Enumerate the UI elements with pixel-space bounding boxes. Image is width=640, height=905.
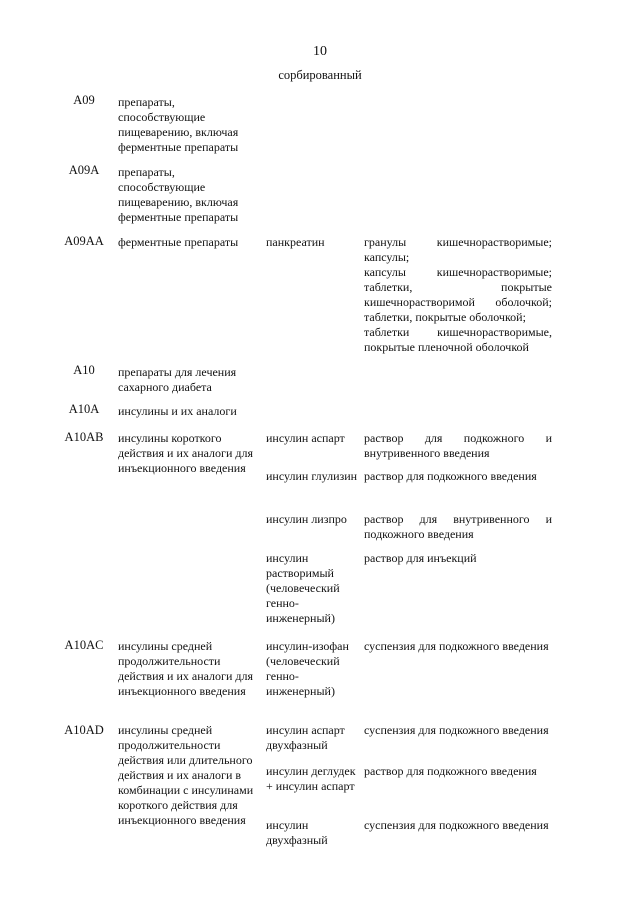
drug-name: инсулин лизпро: [266, 512, 347, 526]
dosage-form: суспензия для подкожного введения: [364, 723, 549, 737]
continuation-text: сорбированный: [278, 68, 362, 82]
drug-name: инсулин глулизин: [266, 469, 358, 483]
group-name: ферментные препараты: [118, 235, 239, 249]
form-line: таблетки, покрытые оболочкой;: [364, 310, 526, 324]
dosage-form: раствор для внутривенного и подкожного введения: [364, 512, 552, 541]
page-number: 10: [313, 44, 327, 59]
atc-code: A10AC: [64, 638, 104, 652]
dosage-form: раствор для подкожного и внутривенного введения: [364, 431, 552, 460]
group-name: инсулины средней продолжительности действия или длительного действия и их аналоги в комбинации с инсулинами короткого действия для инъекционного введения: [118, 723, 254, 827]
atc-code: A10AB: [64, 430, 104, 444]
drug-name: инсулин-изофан (человеческий генно-инженерный): [266, 639, 349, 698]
form-line-part: таблетки, покрытые: [364, 280, 552, 294]
group-name: инсулины короткого действия и их аналоги для инъекционного введения: [118, 431, 253, 475]
atc-code: A09A: [68, 163, 100, 177]
drug-name: инсулин деглудек + инсулин аспарт: [266, 764, 356, 793]
atc-code: A10: [73, 363, 95, 377]
atc-code: A10AD: [64, 723, 104, 737]
drug-name: инсулин аспарт двухфазный: [266, 723, 345, 752]
dosage-form: раствор для инъекций: [364, 551, 477, 565]
form-line: таблетки кишечнорастворимые,: [364, 325, 552, 339]
drug-name: панкреатин: [266, 235, 325, 249]
dosage-form: суспензия для подкожного введения: [364, 639, 549, 653]
group-name: инсулины средней продолжительности действия и их аналоги для инъекционного введения: [118, 639, 253, 698]
form-line: капсулы;: [364, 250, 410, 264]
atc-code: A09AA: [64, 234, 104, 248]
drug-name: инсулин аспарт: [266, 431, 345, 445]
group-name: препараты, способствующие пищеварению, включая ферментные препараты: [118, 165, 239, 224]
dosage-form: суспензия для подкожного введения: [364, 818, 549, 832]
form-line: [364, 280, 552, 295]
group-name: препараты, способствующие пищеварению, включая ферментные препараты: [118, 95, 239, 154]
form-line: покрытые пленочной оболочкой: [364, 340, 529, 354]
form-line: капсулы кишечнорастворимые;: [364, 265, 552, 279]
group-name: препараты для лечения сахарного диабета: [118, 365, 237, 394]
atc-code: A10A: [68, 402, 100, 416]
drug-name: инсулин растворимый (человеческий генно-инженерный): [266, 551, 340, 625]
form-line: гранулы кишечнорастворимые;: [364, 235, 552, 249]
dosage-form: раствор для подкожного введения: [364, 764, 537, 778]
form-line: кишечнорастворимой оболочкой;: [364, 295, 552, 309]
dosage-form: раствор для подкожного введения: [364, 469, 537, 483]
group-name: инсулины и их аналоги: [118, 404, 237, 418]
drug-name: инсулин двухфазный: [266, 818, 328, 847]
atc-code: A09: [73, 93, 95, 107]
dosage-form: [364, 235, 552, 355]
